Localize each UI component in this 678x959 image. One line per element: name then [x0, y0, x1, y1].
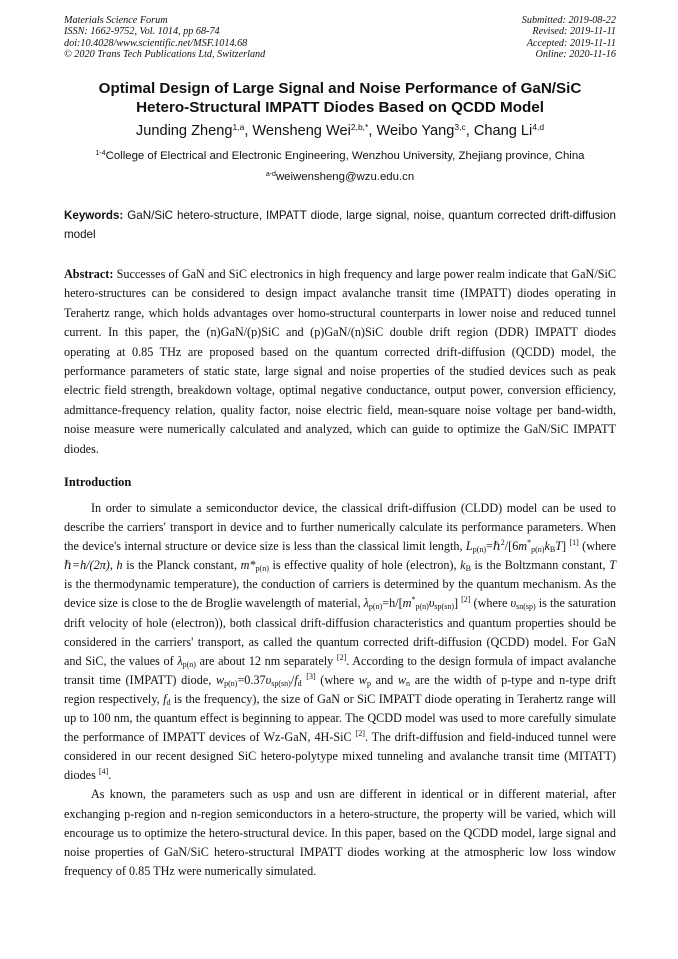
math-sub: d [297, 678, 302, 688]
title-line: Optimal Design of Large Signal and Noise Performance of GaN/SiC [98, 80, 582, 97]
text-run: are the width of p-type and n-type drift region respectively, [64, 672, 616, 706]
journal-name: Materials Science Forum [64, 15, 168, 26]
affiliation-mark: 1-4 [95, 150, 106, 157]
math-symbol: h [116, 558, 123, 573]
text-run: is the Boltzmann constant, [470, 558, 610, 573]
citation[interactable]: [4] [98, 767, 109, 777]
text-run: (where [578, 539, 616, 554]
citation[interactable]: [3] [306, 671, 316, 681]
math-text: ] [561, 539, 567, 554]
math-symbol: w [397, 672, 407, 687]
dates-info [522, 15, 616, 61]
doi-line[interactable]: doi:10.4028/www.scientific.net/MSF.1014.68 [64, 37, 248, 49]
author-name: Weibo Yang [376, 123, 455, 139]
affiliation [40, 149, 640, 163]
math-symbol: f [163, 691, 167, 706]
journal-info [64, 15, 265, 61]
email [64, 170, 616, 184]
author-name: Wensheng Wei [252, 123, 351, 139]
math-text: =0.37 [237, 672, 266, 687]
abstract-label: Abstract: [64, 267, 114, 281]
math-text: ℏ=h/(2π) [64, 558, 110, 573]
author-list: Junding Zheng$^{1,a}$, Wensheng Wei$^{2,b,*}$, Weibo Yang$^{3,c}$, Chang Li$^{4,d}$ [135, 122, 545, 139]
text-run: . The drift-diffusion and field-induced tunnel were considered in our recent designed SiC hetero-polytype mixed tunneling and avalanche transit time (MITATT) diodes [64, 730, 616, 783]
math-text: ] [453, 596, 459, 611]
intro-paragraph-2: As known, the parameters such as υsp and υsn are different in identical or in different material, after exchanging p-region and n-region semiconductors in a hetero-structure, the property will be varied, which will encourage us to optimize the hetero-structural device. In this paper, based on the QCDD model, large signal and noise properties of GaN/SiC hetero-structural IMPATT diodes working at the atmospheric low loss window frequency of 0.85 THz were numerically simulated. [64, 787, 616, 878]
math-sup: * [527, 538, 532, 548]
math-symbol: T [555, 539, 562, 554]
keywords-label: Keywords: [64, 209, 124, 222]
math-sub: B [465, 564, 471, 574]
math-text: / [290, 672, 295, 687]
citation[interactable]: [2] [461, 595, 471, 605]
keywords-text: GaN/SiC hetero-structure, IMPATT diode, large signal, noise, quantum corrected drift-diffusion model [64, 209, 616, 241]
keywords [64, 207, 616, 244]
math-sub: p(n) [255, 564, 269, 574]
text-run: . [108, 768, 112, 783]
abstract [64, 265, 616, 459]
math-sup: 2 [500, 538, 505, 548]
math-sub: d [166, 697, 171, 707]
math-symbol: w [215, 672, 225, 687]
title-line: Hetero-Structural IMPATT Diodes Based on QCDD Model [136, 98, 544, 116]
citation[interactable]: [2] [336, 652, 347, 662]
math-sub: sn(sp) [516, 602, 536, 612]
math-symbol: T [609, 558, 616, 573]
citation[interactable]: [2] [355, 729, 365, 739]
intro-paragraph-1: In order to simulate a semiconductor device, the classical drift-diffusion (CLDD) model can be used to describe the carriers′ transport in device and to further numerically calculate its performance parameters. When the device's internal structure or device size is less than the classical limit length, $L_{p(n)}=\hbar^2/[6m^*_{p(n)}k_BT]$ [1] (where ℏ=h/(2π), h is the Planck constant, $m*_{p(n)}$ is effective quality of hole (electron), $k_B$ is the Boltzmann constant, T is the thermodynamic temperature), the conduction of carriers is determined by the quantum mechanism. As the device size is close to the de Broglie wavelength of material, $\lambda_{p(n)}=h/[m^*_{p(n)}\upsilon_{sp(sn)}]$ [2] (where $\upsilon_{sn(sp)}$ is the saturation drift velocity of hole (electron)), both classical drift-diffusion characteristics and quantum properties should be considered in the carriers' transport, as called the quantum corrected drift-diffusion (QCDD) model. For GaN and SiC, the values of $\lambda_{p(n)}$ are about 12 nm separately [2]. According to the design formula of impact avalanche transit time (IMPATT) diode, $w_{p(n)}=0.37\upsilon_{sp(sn)}/f_d$ [3] (where $w_p$ and $w_n$ are the width of p-type and n-type drift region respectively, $f_d$ is the frequency), the size of GaN or SiC IMPATT diode operating in Terahertz range will up to 100 nm, the quantum effect is beginning to appear. The QCDD model was used to more carefully simulate the performance of IMPATT devices of Wz-GaN, 4H-SiC [2]. The drift-diffusion and field-induced tunnel were considered in our recent designed SiC hetero-polytype mixed tunneling and avalanche transit time (MITATT) diodes [4]. [64, 501, 617, 783]
math-symbol: m [402, 596, 412, 611]
revised-date: Revised: 2019-11-11 [532, 26, 616, 38]
math-symbol: w [358, 672, 367, 687]
introduction-body [64, 499, 616, 881]
math-symbol: υ [265, 672, 272, 687]
text-run: and [370, 672, 398, 687]
issn-line: ISSN: 1662-9752, Vol. 1014, pp 68-74 [64, 26, 220, 38]
author-name: Chang Li [473, 123, 533, 139]
author-mark: 2,b,* [350, 122, 369, 132]
math-sub: n [406, 678, 411, 688]
math-sub: sp(sn) [271, 678, 291, 688]
paper-title [64, 80, 616, 117]
author-mark: 4,d [532, 122, 545, 132]
math-symbol: m [518, 539, 528, 554]
math-symbol: k [460, 558, 466, 573]
text-run: is the Planck constant, [122, 558, 241, 573]
math-sub: p(n) [472, 545, 487, 555]
math-text: =h/[ [382, 596, 403, 611]
math-text: /[6 [504, 539, 519, 554]
text-run: are about 12 nm separately [195, 653, 337, 668]
author-mark: 3,c [454, 122, 466, 132]
math-sub: B [549, 545, 556, 555]
math-sub: p(n) [182, 659, 196, 669]
math-sub: sp(sn) [434, 602, 454, 612]
math-sub: p(n) [368, 602, 383, 612]
text-run: In order to simulate a semiconductor device, the classical drift-diffusion (CLDD) model can be used to describe the carriers′ transport in device and to further numerically calculate its performance parameters. When the device's internal structure or device size is less than the classical limit length, [64, 501, 616, 554]
math-symbol: υ [510, 596, 517, 611]
math-symbol: k [544, 539, 550, 554]
text-run: . According to the design formula of impact avalanche transit time (IMPATT) diode, [64, 653, 616, 687]
text-run: is the thermodynamic temperature), the conduction of carriers is determined by the quantum mechanism. As the device size is close to the de Broglie wavelength of material, [64, 577, 616, 611]
copyright-line: © 2020 Trans Tech Publications Ltd, Switzerland [64, 49, 266, 61]
math-sub: p(n) [415, 602, 429, 612]
math-text: =ℏ [486, 539, 501, 554]
math-sup: * [411, 595, 416, 605]
submitted-date: Submitted: 2019-08-22 [521, 15, 616, 26]
math-symbol: υ [428, 596, 435, 611]
math-symbol: λ [177, 653, 183, 668]
math-symbol: L [465, 539, 473, 554]
math-sub: p(n) [531, 545, 545, 555]
text-run: (where [470, 596, 511, 611]
section-heading: Introduction [64, 475, 132, 489]
online-date: Online: 2020-11-16 [535, 49, 616, 61]
abstract-text: Successes of GaN and SiC electronics in high frequency and large power realm indicate that GaN/SiC hetero-structures can be considered to design impact avalanche transit time (IMPATT) diodes operating in Terahertz range, which holds advantages over homo-structural counterparts in lower noise and reduced tunnel current. In this paper, the (n)GaN/(p)SiC and (p)GaN/(n)SiC double drift region (DDR) IMPATT diodes operating at 0.85 THz are proposed based on the quantum corrected drift-diffusion (QCDD) model, the performance parameters of static state, large signal and noise properties of the studied devices such as peak electric field strength, breakdown voltage, optimal negative conductance, output power, conversion efficiency, admittance-frequency relation, quality factor, noise electric field, mean-square noise voltage per band-width, noise measure were numerically calculated and analyzed, which can guide to optimize the GaN/SiC IMPATT diodes. [64, 267, 617, 456]
affiliation-text: College of Electrical and Electronic Engineering, Wenzhou University, Zhejiang province, China [105, 150, 585, 162]
math-sub: p(n) [224, 678, 238, 688]
math-symbol: λ [363, 596, 369, 611]
text-run: (where [315, 672, 359, 687]
citation[interactable]: [1] [569, 538, 579, 548]
math-symbol: f [294, 672, 298, 687]
math-symbol: m* [240, 558, 256, 573]
text-run: is the frequency), the size of GaN or SiC IMPATT diode operating in Terahertz range will up to 100 nm, the quantum effect is beginning to appear. The QCDD model was used to more carefully simulate the performance of IMPATT devices of Wz-GaN, 4H-SiC [64, 691, 616, 745]
author-name: Junding Zheng [135, 123, 233, 139]
text-run: is effective quality of hole (electron), [268, 558, 461, 573]
email-address[interactable]: weiwensheng@wzu.edu.cn [275, 171, 415, 183]
text-run: is the saturation drift velocity of hole (electron)), both classical drift-diffusion characteristics and quantum properties should be considered in the carriers' transport, as called the quantum corrected drift-diffusion (QCDD) model. For GaN and SiC, the values of [64, 596, 617, 668]
author-mark: 1,a [232, 122, 245, 132]
math-sub: p [366, 678, 371, 688]
email-mark: a-d [265, 171, 276, 178]
accepted-date: Accepted: 2019-11-11 [526, 37, 616, 49]
